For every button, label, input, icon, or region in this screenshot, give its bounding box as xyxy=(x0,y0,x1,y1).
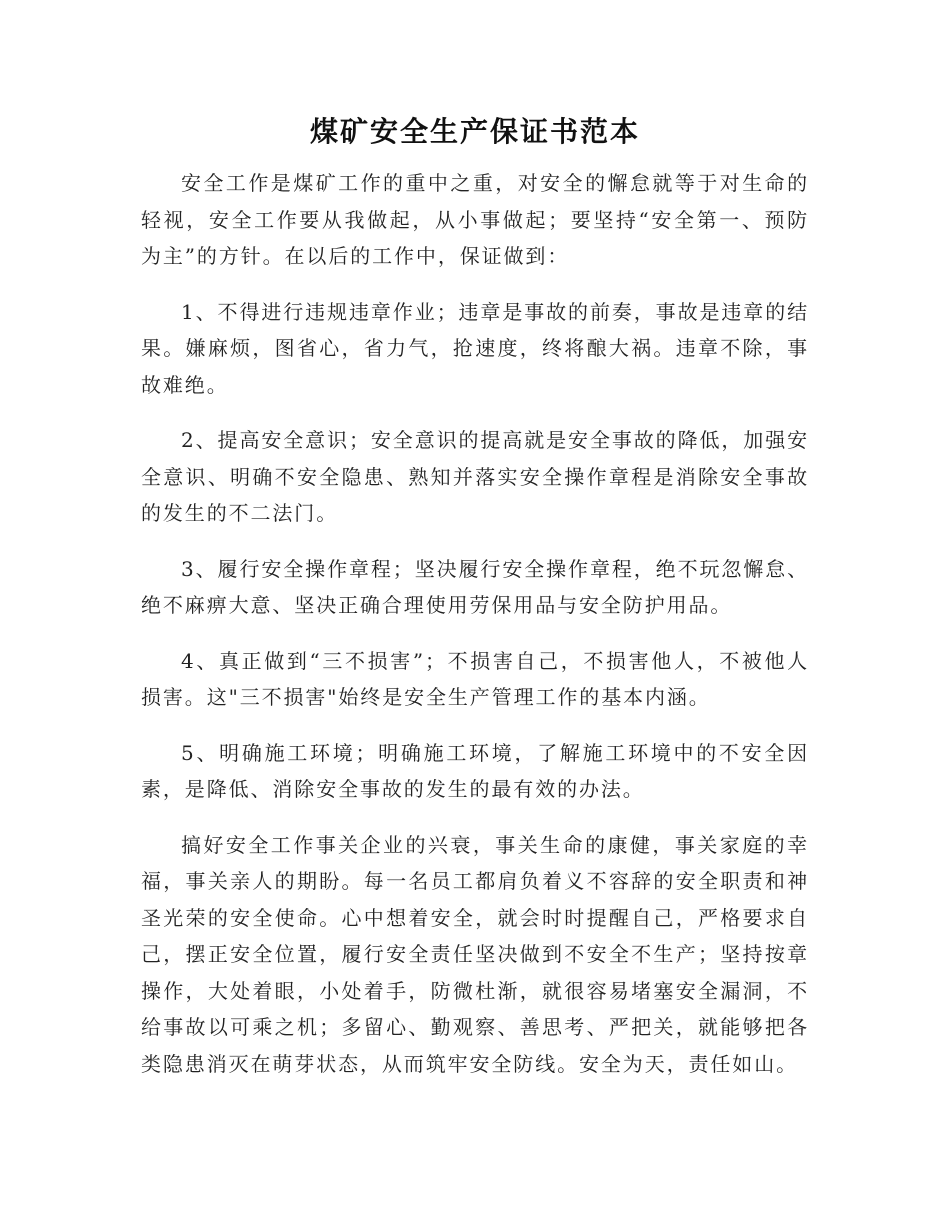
item-paragraph-3: 3、履行安全操作章程；坚决履行安全操作章程，绝不玩忽懈怠、绝不麻痹大意、坚决正确合理使用劳保用品与安全防护用品。 xyxy=(141,556,809,617)
intro-paragraph: 安全工作是煤矿工作的重中之重，对安全的懈怠就等于对生命的轻视，安全工作要从我做起，从小事做起；要坚持“安全第一、预防为主”的方针。在以后的工作中，保证做到： xyxy=(141,171,809,268)
item-paragraph-5: 5、明确施工环境；明确施工环境，了解施工环境中的不安全因素，是降低、消除安全事故的发生的最有效的办法。 xyxy=(141,740,809,801)
document-title: 煤矿安全生产保证书范本 xyxy=(309,115,640,148)
item-paragraph-2: 2、提高安全意识；安全意识的提高就是安全事故的降低，加强安全意识、明确不安全隐患、熟知并落实安全操作章程是消除安全事故的发生的不二法门。 xyxy=(141,428,809,525)
item-paragraph-1: 1、不得进行违规违章作业；违章是事故的前奏，事故是违章的结果。嫌麻烦，图省心，省力气，抢速度，终将酿大祸。违章不除，事故难绝。 xyxy=(141,299,809,397)
closing-paragraph: 搞好安全工作事关企业的兴衰，事关生命的康健，事关家庭的幸福，事关亲人的期盼。每一名员工都肩负着义不容辞的安全职责和神圣光荣的安全使命。心中想着安全，就会时时提醒自己，严格要求自己，摆正安全位置，履行安全责任坚决做到不安全不生产；坚持按章操作，大处着眼，小处着手，防微杜渐，就很容易堵塞安全漏洞，不给事故以可乘之机；多留心、勤观察、善思考、严把关，就能够把各类隐患消灭在萌芽状态，从而筑牢安全防线。安全为天，责任如山。 xyxy=(141,832,809,1076)
document-body xyxy=(141,165,809,1101)
item-paragraph-4: 4、真正做到“三不损害”；不损害自己，不损害他人，不被他人损害。这"三不损害"始终是安全生产管理工作的基本内涵。 xyxy=(141,648,809,709)
